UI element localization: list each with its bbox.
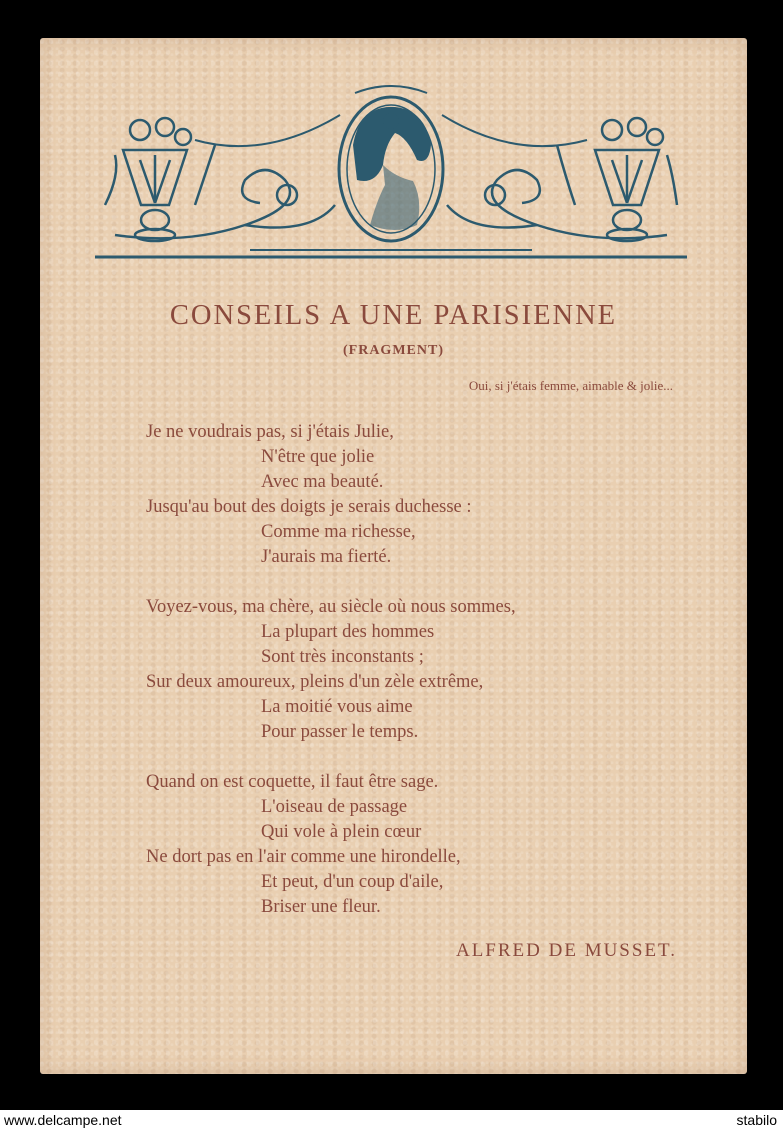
poem-line: La moitié vous aime	[261, 697, 413, 717]
poem-line: Avec ma beauté.	[261, 472, 384, 492]
poem-subtitle: (FRAGMENT)	[343, 343, 444, 358]
poem-line: Sur deux amoureux, pleins d'un zèle extrême,	[146, 672, 484, 692]
poem-title: CONSEILS A UNE PARISIENNE	[169, 300, 618, 331]
poem-line: L'oiseau de passage	[261, 797, 408, 817]
poem-line: Voyez-vous, ma chère, au siècle où nous sommes,	[146, 597, 516, 617]
poem-line: Quand on est coquette, il faut être sage.	[146, 772, 439, 792]
stanza-3	[146, 770, 706, 920]
site-watermark: www.delcampe.net	[4, 1112, 122, 1128]
poem-epigraph: Oui, si j'étais femme, aimable & jolie...	[468, 378, 673, 393]
poem-line: Je ne voudrais pas, si j'étais Julie,	[146, 422, 394, 442]
poem-body	[146, 420, 706, 945]
poem-line: Sont très inconstants ;	[261, 647, 424, 667]
stanza-2	[146, 595, 706, 745]
poem-line: Pour passer le temps.	[261, 722, 419, 742]
poem-line: Et peut, d'un coup d'aile,	[261, 872, 444, 892]
poem-line: J'aurais ma fierté.	[261, 547, 392, 567]
stanza-1	[146, 420, 706, 570]
seller-watermark: stabilo	[736, 1112, 777, 1128]
poem-line: Comme ma richesse,	[261, 522, 416, 542]
poem-line: Briser une fleur.	[261, 897, 381, 917]
poem-line: Jusqu'au bout des doigts je serais duchesse :	[146, 497, 472, 517]
poem-line: N'être que jolie	[261, 447, 375, 467]
poem-line: La plupart des hommes	[261, 622, 435, 642]
ornament-header-illustration	[95, 85, 687, 263]
poem-author: ALFRED DE MUSSET.	[455, 940, 677, 961]
poem-line: Ne dort pas en l'air comme une hirondelle,	[146, 847, 461, 867]
watermark-footer	[0, 1110, 783, 1130]
poem-line: Qui vole à plein cœur	[261, 822, 422, 842]
